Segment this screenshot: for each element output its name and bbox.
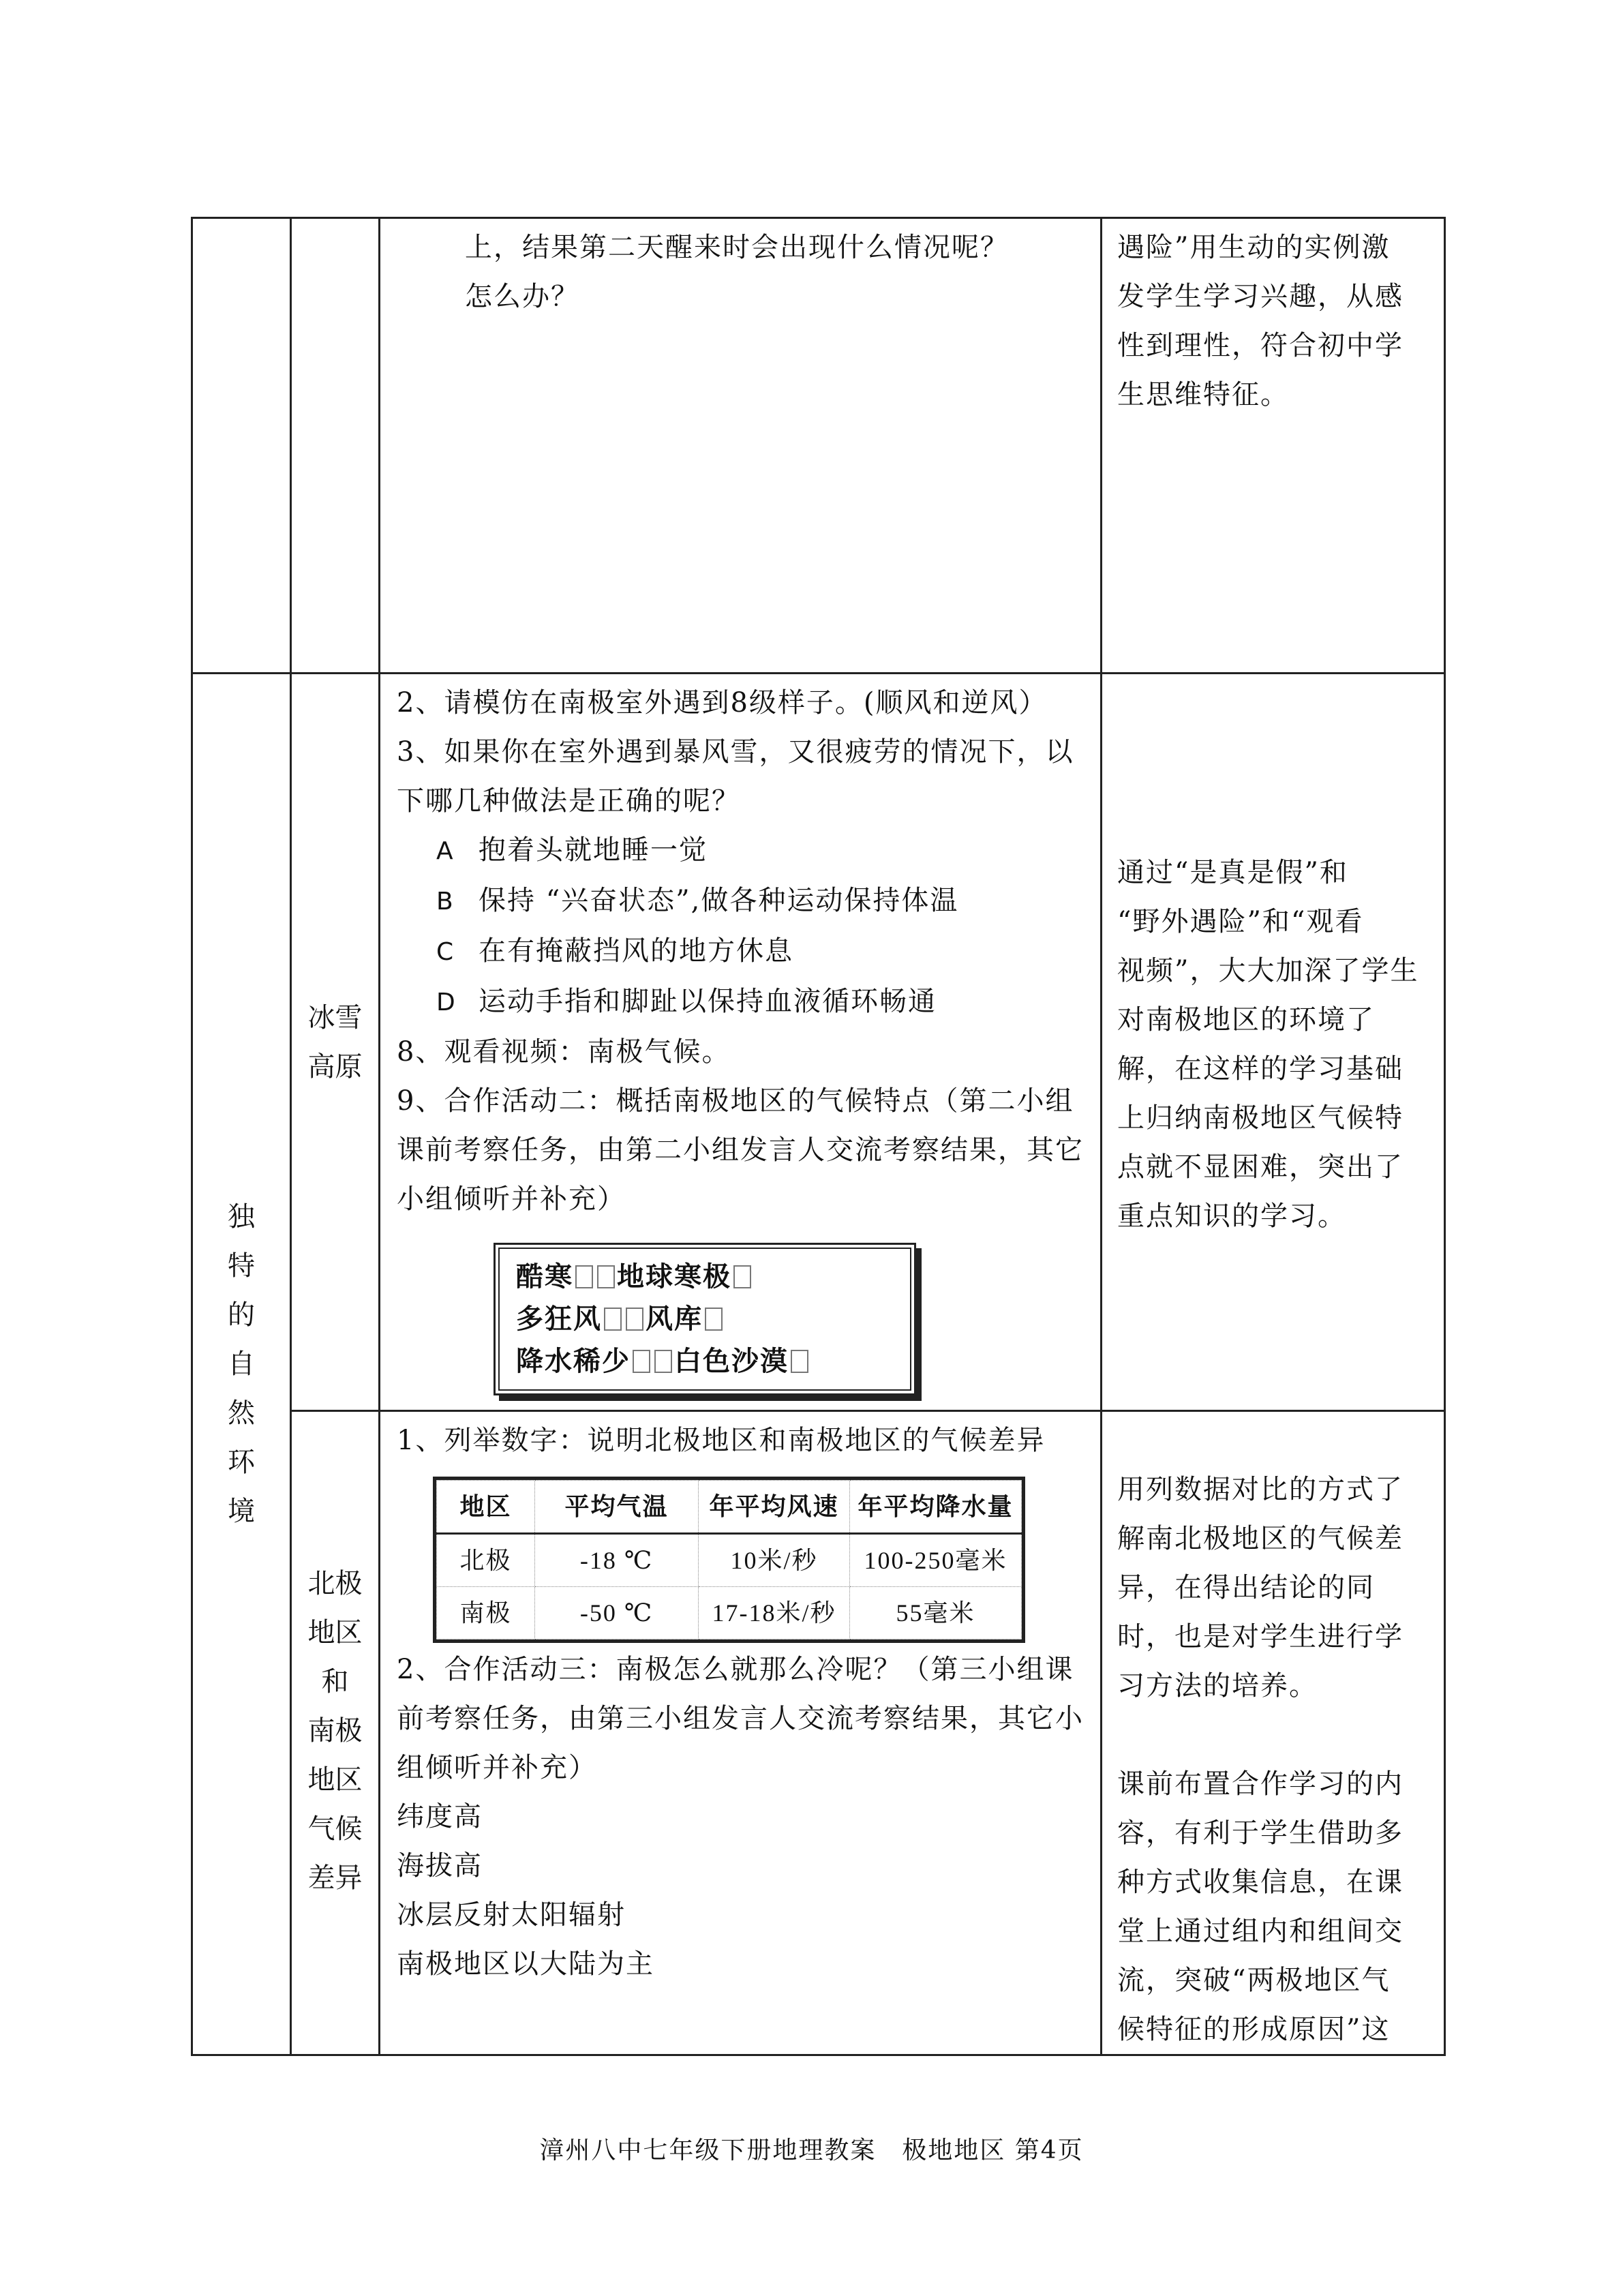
placeholder-box-icon [654, 1350, 672, 1373]
placeholder-box-icon [633, 1350, 650, 1373]
subsection-label: 和 [321, 1666, 349, 1697]
notes-line: 通过“是真是假”和 [1117, 856, 1348, 888]
climate-feature-line: 降水稀少 白色沙漠 [516, 1340, 894, 1383]
notes-line: “野外遇险”和“观看 [1117, 905, 1364, 937]
question-1: 1、列举数字：说明北极地区和南极地区的气候差异 [397, 1425, 1046, 1456]
option-d: D 运动手指和脚趾以保持血液循环畅通 [436, 986, 937, 1017]
notes-line: 发学生学习兴趣，从感 [1117, 281, 1404, 312]
notes-line: 上归纳南极地区气候特 [1117, 1102, 1404, 1134]
subsection-label: 南极 [307, 1715, 363, 1747]
notes-cell [1102, 674, 1445, 1411]
subsection-label: 冰雪 [307, 1001, 363, 1033]
climate-features-box [494, 1243, 916, 1395]
subsection-cell-bingxue [291, 674, 380, 1411]
reason-item: 海拔高 [397, 1850, 483, 1882]
subsection-cell-climate-diff [291, 1411, 380, 2055]
option-b: B 保持 “兴奋状态”,做各种运动保持体温 [436, 885, 959, 916]
climate-feature-line: 多狂风 风库 [516, 1298, 894, 1340]
question-9-line: 9、合作活动二：概括南极地区的气候特点（第二小组 [397, 1085, 1074, 1117]
placeholder-box-icon [733, 1265, 751, 1288]
table-cell: 10米/秒 [699, 1534, 850, 1587]
climate-comparison-table [436, 1480, 1022, 1640]
table-cell: 17-18米/秒 [699, 1587, 850, 1640]
question-2-line: 前考察任务，由第三小组发言人交流考察结果，其它小 [397, 1703, 1084, 1734]
subsection-label: 气候 [307, 1813, 363, 1845]
notes-line: 异，在得出结论的同 [1117, 1572, 1375, 1603]
notes-line: 遇险”用生动的实例激 [1117, 232, 1391, 263]
section-title-char: 环 [228, 1447, 255, 1478]
placeholder-box-icon [575, 1265, 593, 1288]
section-title-char: 独 [228, 1201, 255, 1233]
table-cell: 100-250毫米 [850, 1534, 1022, 1587]
notes-line: 种方式收集信息，在课 [1117, 1867, 1404, 1898]
notes-cell [1102, 218, 1445, 674]
question-2-line: 组倾听并补充） [397, 1752, 597, 1783]
subsection-cell-top [291, 218, 380, 674]
section-title-cell [192, 674, 291, 2055]
notes-line: 解南北极地区的气候差 [1117, 1523, 1404, 1554]
question-2-line: 2、合作活动三：南极怎么就那么冷呢？（第三小组课 [397, 1654, 1074, 1685]
lesson-plan-table [191, 217, 1446, 2056]
table-row [192, 674, 1445, 1411]
placeholder-box-icon [604, 1308, 622, 1331]
notes-line: 课前布置合作学习的内 [1117, 1768, 1404, 1800]
notes-line: 习方法的培养。 [1117, 1670, 1318, 1702]
table-row [192, 1411, 1445, 2055]
notes-line: 对南极地区的环境了 [1117, 1003, 1375, 1036]
placeholder-box-icon [791, 1350, 808, 1373]
table-row [437, 1534, 1022, 1587]
subsection-label: 地区 [307, 1764, 363, 1796]
notes-line: 用列数据对比的方式了 [1117, 1474, 1404, 1505]
table-header-row [437, 1481, 1022, 1534]
climate-feature-line: 酷寒 地球寒极 [516, 1256, 894, 1298]
option-a: A 抱着头就地睡一觉 [436, 834, 708, 866]
section-title-char: 自 [228, 1348, 255, 1380]
notes-line: 容，有利于学生借助多 [1117, 1817, 1404, 1849]
question-3-line: 3、如果你在室外遇到暴风雪，又很疲劳的情况下，以 [397, 736, 1074, 768]
column-header: 地区 [437, 1481, 535, 1534]
notes-line: 视频”，大大加深了学生 [1117, 954, 1419, 986]
content-line: 怎么办？ [465, 281, 579, 312]
notes-line: 流，突破“两极地区气 [1117, 1965, 1391, 1996]
table-row [437, 1587, 1022, 1640]
content-cell [380, 674, 1102, 1411]
page-footer: 漳州八中七年级下册地理教案 极地地区 第4页 [539, 2136, 1084, 2164]
content-line: 上，结果第二天醒来时会出现什么情况呢？ [465, 232, 1009, 263]
content-cell [380, 218, 1102, 674]
column-header: 年平均风速 [699, 1481, 850, 1534]
question-8: 8、观看视频：南极气候。 [397, 1036, 731, 1068]
placeholder-box-icon [597, 1265, 615, 1288]
table-row [192, 218, 1445, 674]
notes-line: 候特征的形成原因”这 [1117, 2014, 1391, 2045]
question-2: 2、请模仿在南极室外遇到8级样子。(顺风和逆风） [397, 687, 1048, 719]
column-header: 年平均降水量 [850, 1481, 1022, 1534]
notes-cell [1102, 1411, 1445, 2055]
question-3-line: 下哪几种做法是正确的呢？ [397, 785, 740, 817]
content-cell [380, 1411, 1102, 2055]
section-title-char: 然 [228, 1398, 255, 1429]
section-title-char: 的 [228, 1299, 255, 1331]
table-cell: -50 ℃ [535, 1587, 699, 1640]
reason-item: 冰层反射太阳辐射 [397, 1899, 626, 1931]
option-c: C 在有掩蔽挡风的地方休息 [436, 935, 793, 967]
table-cell: -18 ℃ [535, 1534, 699, 1587]
notes-line: 重点知识的学习。 [1117, 1200, 1346, 1232]
table-cell: 北极 [437, 1534, 535, 1587]
notes-line: 时，也是对学生进行学 [1117, 1621, 1404, 1652]
subsection-label: 地区 [307, 1617, 363, 1648]
reason-item: 南极地区以大陆为主 [397, 1948, 654, 1980]
section-title-char: 特 [228, 1250, 255, 1282]
question-9-line: 小组倾听并补充） [397, 1183, 626, 1215]
section-title-char: 境 [228, 1496, 255, 1527]
column-header: 平均气温 [535, 1481, 699, 1534]
table-cell: 南极 [437, 1587, 535, 1640]
subsection-label: 北极 [307, 1568, 363, 1599]
section-cell-top [192, 218, 291, 674]
notes-line: 解，在这样的学习基础 [1117, 1053, 1404, 1085]
subsection-label: 差异 [307, 1862, 363, 1894]
notes-line: 性到理性，符合初中学 [1117, 330, 1404, 361]
placeholder-box-icon [626, 1308, 643, 1331]
question-9-line: 课前考察任务，由第二小组发言人交流考察结果，其它 [397, 1134, 1084, 1166]
reason-item: 纬度高 [397, 1801, 483, 1832]
notes-line: 堂上通过组内和组间交 [1117, 1916, 1404, 1947]
table-cell: 55毫米 [850, 1587, 1022, 1640]
notes-line: 生思维特征。 [1117, 379, 1289, 410]
subsection-label: 高原 [307, 1051, 363, 1083]
placeholder-box-icon [705, 1308, 723, 1331]
notes-line: 点就不显困难，突出了 [1117, 1151, 1404, 1183]
